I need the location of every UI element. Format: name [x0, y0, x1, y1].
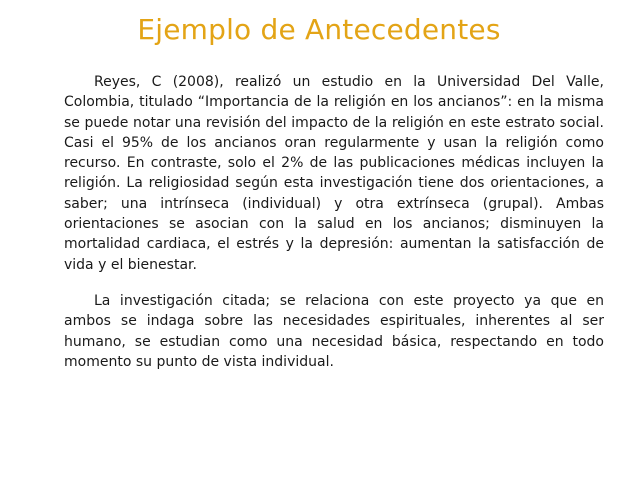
- paragraph-antecedent-summary: Reyes, C (2008), realizó un estudio en la Universidad Del Valle, Colombia, titulado “Importancia de la religión en los ancianos”: en la misma se puede notar una revisión del impacto de la religión en este estrato social. Casi el 95% de los ancianos oran regularmente y usan la religión como recurso. En contraste, solo el 2% de las publicaciones médicas incluyen la religión. La religiosidad según esta investigación tiene dos orientaciones, a saber; una intrínseca (individual) y otra extrínseca (grupal). Ambas orientaciones se asocian con la salud en los ancianos; disminuyen la mortalidad cardiaca, el estrés y la depresión: aumentan la satisfacción de vida y el bienestar.: [64, 74, 604, 273]
- slide-title: Ejemplo de Antecedentes: [137, 13, 501, 46]
- slide-body: [64, 72, 604, 372]
- paragraph-project-relation: La investigación citada; se relaciona con este proyecto ya que en ambos se indaga sobre las necesidades espirituales, inherentes al ser humano, se estudian como una necesidad básica, respectando en todo momento su punto de vista individual.: [64, 292, 604, 370]
